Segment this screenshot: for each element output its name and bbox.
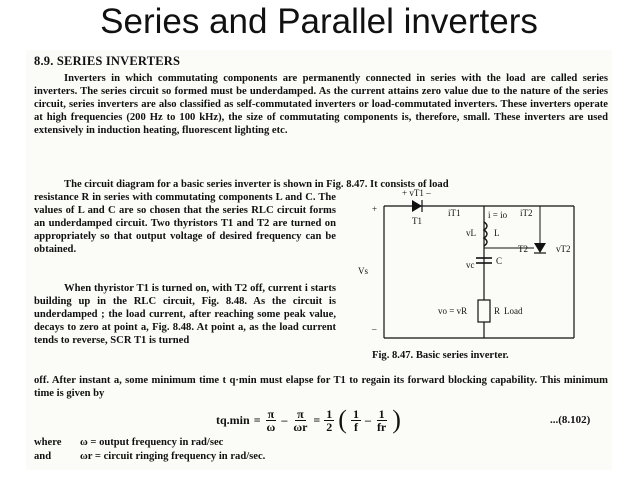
right-paren: ) xyxy=(392,405,401,434)
formula-minus: – xyxy=(364,412,371,427)
series-inverter-circuit-diagram xyxy=(344,188,606,348)
fraction xyxy=(375,408,388,433)
vs-label: Vs xyxy=(358,266,369,276)
paragraph-line: resistance R in series with commutating components L and C. The values of L and C are so chosen that the series RLC circuit forms an underdamped circuit. Two thyristors T1 and T2 are turned on appropriately so that output voltage of desired frequency can be obtained. xyxy=(34,192,336,255)
numerator: π xyxy=(297,406,304,421)
denominator: fr xyxy=(376,419,387,434)
vt2-label: vT2 xyxy=(556,244,571,254)
resistor-symbol xyxy=(478,300,490,322)
minus-sign: – xyxy=(372,324,377,334)
paragraph-operation: When thyristor T1 is turned on, with T2 off, current i starts building up in the RLC circuit, Fig. 8.48. As the circuit is underdamped ; the load current, after reaching some peak value, decays to zero at point a, Fig. 8.48. At point a, as the load current tends to reverse, SCR T1 is turned xyxy=(34,283,336,346)
formula-equals: = xyxy=(313,412,321,427)
formula-minus: – xyxy=(281,412,288,427)
fraction xyxy=(265,408,278,433)
numerator: 1 xyxy=(326,406,333,421)
left-paren: ( xyxy=(338,405,347,434)
paragraph-line: The circuit diagram for a basic series inverter is shown in Fig. 8.47. It consists of load xyxy=(64,179,449,190)
fraction xyxy=(324,408,334,433)
where-definitions xyxy=(34,436,265,464)
c-label: C xyxy=(496,256,503,266)
thyristor-t1-symbol xyxy=(412,200,422,212)
definition-lead: where xyxy=(34,437,62,448)
fraction xyxy=(291,408,309,433)
t2-label: T2 xyxy=(518,244,528,254)
thyristor-t2-symbol xyxy=(534,243,546,253)
t1-label: T1 xyxy=(412,216,422,226)
fraction xyxy=(351,408,361,433)
it2-label: iT2 xyxy=(520,208,533,218)
denominator: ω xyxy=(266,419,276,434)
r-label: R xyxy=(494,306,501,316)
slide-title: Series and Parallel inverters xyxy=(100,2,538,41)
formula-lhs: tq.min xyxy=(216,412,250,427)
denominator: f xyxy=(353,419,358,434)
definition-lead: and xyxy=(34,451,52,462)
denominator: 2 xyxy=(326,419,333,434)
definition-row xyxy=(34,436,265,450)
numerator: 1 xyxy=(352,406,359,421)
vc-label: vc xyxy=(466,260,475,270)
definition-text: ω = output frequency in rad/sec xyxy=(80,437,224,448)
numerator: π xyxy=(267,406,275,421)
paragraph-intro: Inverters in which commutating components are permanently connected in series with the load are called series inverters. The series circuit so formed must be underdamped. As the current attains zero value due to the nature of the series circuit, series inverters are also classified as self-commutated inverters or load-commutated inverters. These inverters operate at high frequencies (200 Hz to 100 kHz), the size of commutating components is, therefore, small. These inverters are used extensively in induction heating, fluorescent lighting etc. xyxy=(34,73,608,136)
l-label: L xyxy=(494,228,500,238)
equation-number: ...(8.102) xyxy=(550,414,591,426)
load-label: Load xyxy=(504,306,523,316)
denominator: ωr xyxy=(293,419,308,434)
section-heading: 8.9. SERIES INVERTERS xyxy=(34,54,181,68)
numerator: 1 xyxy=(378,406,385,421)
it1-label: iT1 xyxy=(448,208,461,218)
textbook-page-scan xyxy=(26,50,612,470)
figure-caption: Fig. 8.47. Basic series inverter. xyxy=(372,350,509,361)
definition-row xyxy=(34,450,265,464)
formula-equals: = xyxy=(253,412,261,427)
io-label: i = io xyxy=(488,210,508,220)
paragraph-operation-tail: off. After instant a, some minimum time t q·min must elapse for T1 to regain its forward blocking capability. This minimum time is given by xyxy=(34,375,608,399)
definition-text: ωr = circuit ringing frequency in rad/sec. xyxy=(80,451,266,462)
vo-label: vo = vR xyxy=(438,306,468,316)
formula-tq-min xyxy=(216,400,516,440)
plus-sign: + xyxy=(372,204,378,214)
vt1-label: + vT1 – xyxy=(402,188,431,198)
vl-label: vL xyxy=(466,228,476,238)
